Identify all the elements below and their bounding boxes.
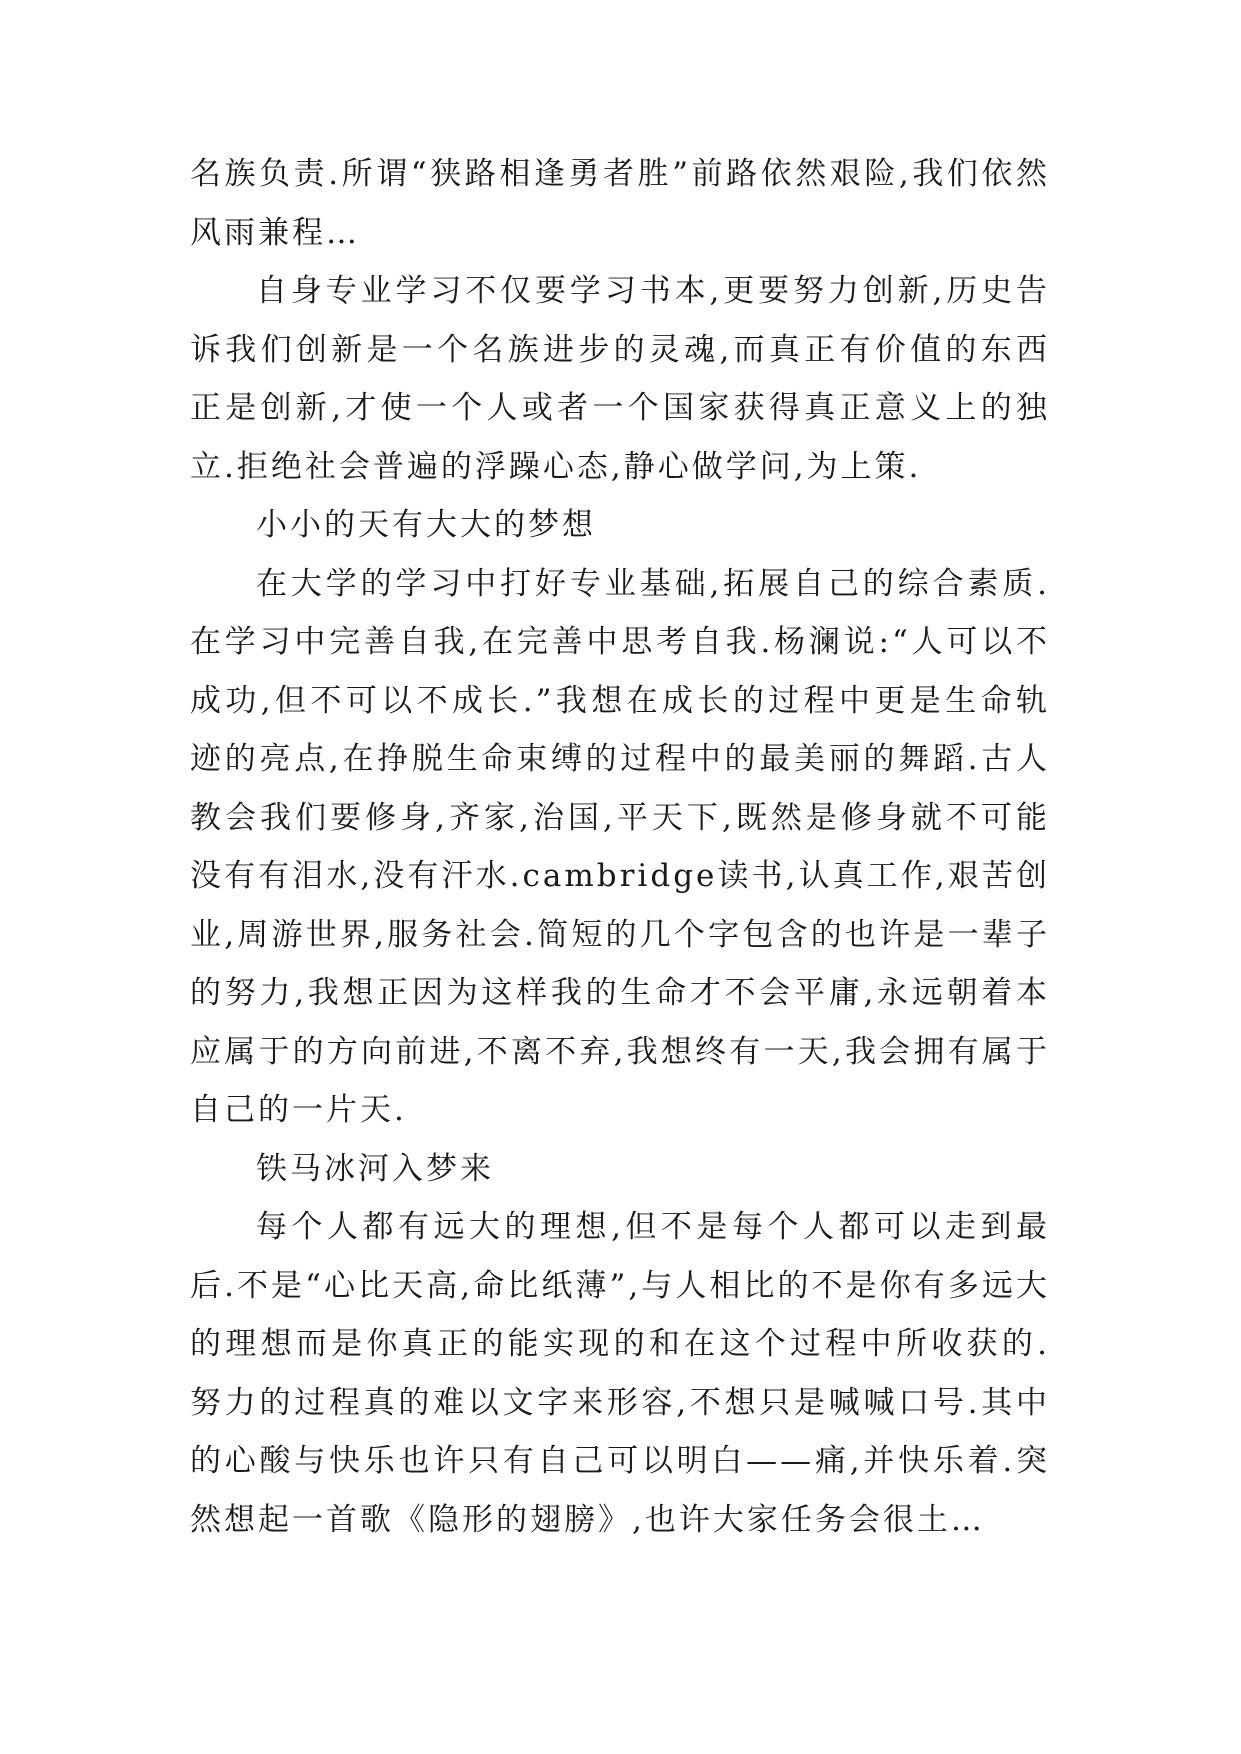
paragraph-university-study: 在大学的学习中打好专业基础,拓展自己的综合素质.在学习中完善自我,在完善中思考自我.杨澜说:“人可以不成功,但不可以不成长.”我想在成长的过程中更是生命轨迹的亮点,在挣脱生命束缚的过程中的最美丽的舞蹈.古人教会我们要修身,齐家,治国,平天下,既然是修身就不可能没有有泪水,没有汗水.cambridge读书,认真工作,艰苦创业,周游世界,服务社会.简短的几个字包含的也许是一辈子的努力,我想正因为这样我的生命才不会平庸,永远朝着本应属于的方向前进,不离不弃,我想终有一天,我会拥有属于自己的一片天. [190,565,1050,1128]
section-heading-iron-horse: 铁马冰河入梦来 [256,1150,494,1187]
paragraph-continuation: 名族负责.所谓“狭路相逢勇者胜”前路依然艰险,我们依然风雨兼程… [190,156,1050,251]
document-page [190,145,1050,1549]
paragraph-ideals: 每个人都有远大的理想,但不是每个人都可以走到最后.不是“心比天高,命比纸薄”,与人相比的不是你有多远大的理想而是你真正的能实现的和在这个过程中所收获的.努力的过程真的难以文字来形容,不想只是喊喊口号.其中的心酸与快乐也许只有自己可以明白——痛,并快乐着.突然想起一首歌《隐形的翅膀》,也许大家任务会很土… [190,1209,1050,1538]
paragraph-innovation: 自身专业学习不仅要学习书本,更要努力创新,历史告诉我们创新是一个名族进步的灵魂,而真正有价值的东西正是创新,才使一个人或者一个国家获得真正意义上的独立.拒绝社会普遍的浮躁心态,静心做学问,为上策. [190,273,1050,485]
section-heading-small-sky: 小小的天有大大的梦想 [256,507,596,543]
